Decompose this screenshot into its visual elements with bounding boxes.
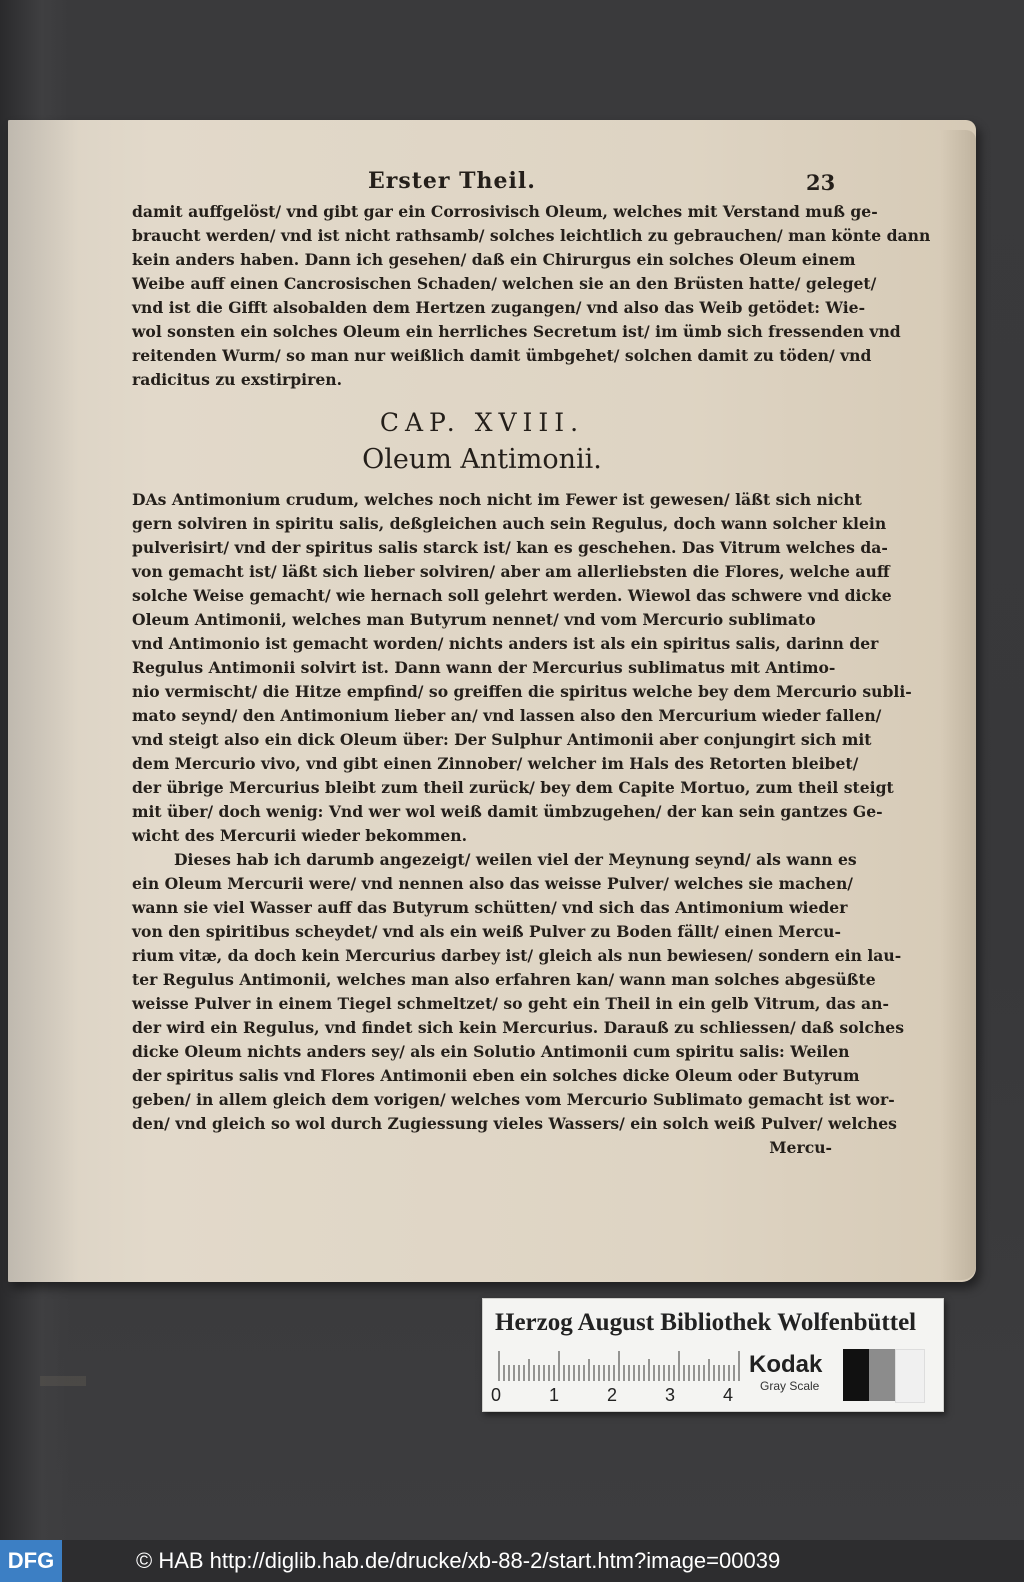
footer-bar <box>0 1540 1024 1582</box>
catchword: Mercu- <box>769 1138 832 1157</box>
page-number: 23 <box>806 170 836 195</box>
ruler-number: 4 <box>723 1385 734 1405</box>
text-line: der wird ein Regulus, vnd findet sich kein Mercurius. Darauß zu schliessen/ daß solches <box>132 1018 905 1037</box>
text-line: vnd Antimonio ist gemacht worden/ nichts anders ist als ein spiritus salis, darinn der <box>132 634 879 653</box>
text-line: geben/ in allem gleich dem vorigen/ welches vom Mercurio Sublimato gemacht ist wor- <box>132 1090 895 1109</box>
text-line: Oleum Antimonii, welches man Butyrum nennet/ vnd vom Mercurio sublimato <box>132 610 816 629</box>
text-line: der spiritus salis vnd Flores Antimonii eben ein solches dicke Oleum oder Butyrum <box>132 1066 860 1085</box>
text-line: reitenden Wurm/ so man nur weißlich damit ümbgehet/ solchen damit zu töden/ vnd <box>132 346 872 365</box>
text-line: ein Oleum Mercurii were/ vnd nennen also das weisse Pulver/ welches sie machen/ <box>132 874 853 893</box>
library-name: Herzog August Bibliothek Wolfenbüttel <box>495 1309 917 1336</box>
running-title: Erster Theil. <box>368 168 536 194</box>
swatch-gray <box>869 1349 895 1401</box>
gray-scale-label: Gray Scale <box>760 1379 820 1393</box>
swatch-black <box>843 1349 869 1401</box>
text-line: vnd steigt also ein dick Oleum über: Der Sulphur Antimonii aber conjungirt sich mit <box>132 730 872 749</box>
text-line: dicke Oleum nichts anders sey/ als ein Solutio Antimonii cum spiritu salis: Weilen <box>132 1042 850 1061</box>
page-text <box>132 168 931 1157</box>
swatch-white <box>895 1349 925 1403</box>
text-line: radicitus zu exstirpiren. <box>132 370 343 389</box>
page-edge <box>940 130 976 1280</box>
text-line: kein anders haben. Dann ich gesehen/ daß ein Chirurgus ein solches Oleum einem <box>132 250 856 269</box>
ruler-number: 2 <box>607 1385 618 1405</box>
text-line: mato seynd/ den Antimonium lieber an/ vnd lassen also den Mercurium wieder fallen/ <box>132 706 882 725</box>
ruler-number: 0 <box>491 1385 502 1405</box>
text-line: gern solviren in spiritu salis, deßgleichen auch sein Regulus, doch wann solcher klein <box>132 514 887 533</box>
paragraph-2 <box>132 488 912 848</box>
chapter-title: Oleum Antimonii. <box>362 444 602 475</box>
credit-line[interactable]: © HAB http://diglib.hab.de/drucke/xb-88-2/start.htm?image=00039 <box>136 1548 781 1573</box>
text-line: von den spiritibus scheydet/ vnd als ein weiß Pulver zu Boden fällt/ einen Mercu- <box>132 922 841 941</box>
dfg-logo: DFG <box>0 1540 62 1582</box>
text-line: wicht des Mercurii wieder bekommen. <box>132 826 468 845</box>
text-line: den/ vnd gleich so wol durch Zugiessung vieles Wassers/ ein solch weiß Pulver/ welches <box>132 1114 897 1133</box>
text-line: weisse Pulver in einem Tiegel schmeltzet/ so geht ein Theil in ein gelb Vitrum, das an- <box>132 994 889 1013</box>
text-line: solche Weise gemacht/ wie hernach soll gelehrt werden. Wiewol das schwere vnd dicke <box>132 586 892 605</box>
kodak-logo: Kodak <box>749 1351 823 1378</box>
text-line: wann sie viel Wasser auff das Butyrum schütten/ vnd sich das Antimonium wieder <box>132 898 848 917</box>
text-line: Regulus Antimonii solvirt ist. Dann wann der Mercurius sublimatus mit Antimo- <box>132 658 836 677</box>
ruler-number: 3 <box>665 1385 676 1405</box>
paragraph-3 <box>132 848 905 1136</box>
text-line: dem Mercurio vivo, vnd gibt einen Zinnober/ welcher im Hals des Retorten bleibet/ <box>132 754 859 773</box>
text-line: der übrige Mercurius bleibt zum theil zurück/ bey dem Capite Mortuo, zum theil steigt <box>132 778 894 797</box>
ruler-numbers <box>491 1385 751 1407</box>
text-line: DAs Antimonium crudum, welches noch nicht im Fewer ist gewesen/ läßt sich nicht <box>132 490 862 509</box>
text-line: wol sonsten ein solches Oleum ein herrliches Secretum ist/ im ümb sich fressenden vnd <box>132 322 901 341</box>
running-head <box>132 168 836 198</box>
text-line: ter Regulus Antimonii, welches man also erfahren kan/ wann man solches abgesüßte <box>132 970 876 989</box>
text-line: nio vermischt/ die Hitze empfind/ so greiffen die spiritus welche bey dem Mercurio subli- <box>132 682 912 701</box>
ruler-number: 1 <box>549 1385 560 1405</box>
ruler-scale <box>495 1351 745 1381</box>
color-target-card <box>482 1298 944 1412</box>
text-line: damit auffgelöst/ vnd gibt gar ein Corrosivisch Oleum, welches mit Verstand muß ge- <box>132 202 878 221</box>
paragraph-1 <box>132 200 931 392</box>
text-line: pulverisirt/ vnd der spiritus salis starck ist/ kan es geschehen. Das Vitrum welches da- <box>132 538 888 557</box>
text-line: rium vitæ, da doch kein Mercurius darbey ist/ gleich als nun bewiesen/ sondern ein lau- <box>132 946 902 965</box>
text-line: vnd ist die Gifft alsobalden dem Hertzen zugangen/ vnd also das Weib getödet: Wie- <box>132 298 866 317</box>
cover-mark <box>40 1376 86 1386</box>
page-gutter-shade <box>8 120 78 1282</box>
text-line: Dieses hab ich darumb angezeigt/ weilen viel der Meynung seynd/ als wann es <box>174 850 857 869</box>
text-line: braucht werden/ vnd ist nicht rathsamb/ solches leichtlich zu gebrauchen/ man könte dann <box>132 226 931 245</box>
text-line: Weibe auff einen Cancrosischen Schaden/ welchen sie an den Brüsten hatte/ geleget/ <box>132 274 877 293</box>
text-line: mit über/ doch wenig: Vnd wer wol weiß damit ümbzugehen/ der kan sein gantzes Ge- <box>132 802 883 821</box>
text-line: von gemacht ist/ läßt sich lieber solviren/ aber am allerliebsten die Flores, welche auff <box>132 562 890 581</box>
chapter-heading: CAP. XVIII. <box>379 408 585 437</box>
